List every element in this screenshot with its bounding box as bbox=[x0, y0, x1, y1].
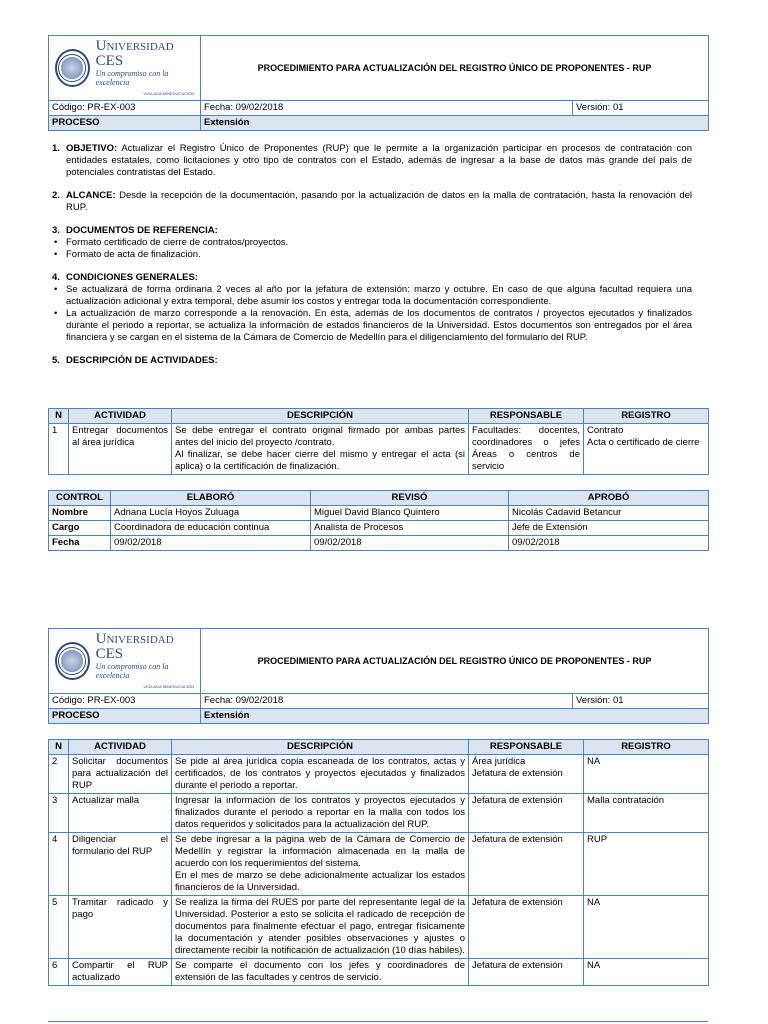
row-activity: Diligenciar el formulario del RUP bbox=[69, 833, 172, 896]
section-number: 1. bbox=[52, 143, 60, 154]
university-logo bbox=[55, 632, 194, 690]
section-documentos bbox=[52, 225, 692, 261]
column-header-actividad: ACTIVIDAD bbox=[69, 740, 172, 755]
activities-table-page-1 bbox=[48, 408, 708, 475]
row-number: 1 bbox=[49, 424, 69, 475]
section-label: CONDICIONES GENERALES: bbox=[66, 272, 198, 283]
process-label: PROCESO bbox=[49, 116, 201, 131]
table-row bbox=[49, 536, 709, 551]
control-table bbox=[48, 490, 709, 551]
column-header-responsable: RESPONSABLE bbox=[469, 409, 584, 424]
row-description: Se debe ingresar a la página web de la Cámara de Comercio de Medellín y registrar la información almacenada en la malla de acuerdo con los requerimientos del sistema. En el mes de marzo se debe adicionalmente actualizar los estados financieros de la Universidad. bbox=[172, 833, 469, 896]
activities-table bbox=[48, 408, 709, 475]
row-record: RUP bbox=[584, 833, 709, 896]
document-title: PROCEDIMIENTO PARA ACTUALIZACIÓN DEL REGISTRO ÚNICO DE PROPONENTES - RUP bbox=[201, 629, 709, 694]
row-number: 5 bbox=[49, 896, 69, 959]
university-seal-icon bbox=[55, 642, 90, 680]
table-row bbox=[49, 521, 709, 536]
logo-cell bbox=[49, 629, 201, 694]
row-activity: Solicitar documentos para actualización del RUP bbox=[69, 755, 172, 794]
process-value: Extensión bbox=[201, 116, 709, 131]
row-description: Ingresar la información de los contratos y proyectos ejecutados y finalizados durante el periodo a reportar en la malla con todos los datos requeridos y solicitados para la actualización del RUP. bbox=[172, 794, 469, 833]
column-header-aprobo: APROBÓ bbox=[509, 491, 709, 506]
aprobo-cargo: Jefe de Extensión bbox=[509, 521, 709, 536]
column-header-n: N bbox=[49, 409, 69, 424]
column-header-descripcion: DESCRIPCIÓN bbox=[172, 409, 469, 424]
page-divider bbox=[48, 1021, 708, 1022]
row-label: Nombre bbox=[49, 506, 111, 521]
row-activity: Actualizar malla bbox=[69, 794, 172, 833]
page-1-body bbox=[52, 143, 692, 378]
table-header-row bbox=[49, 409, 709, 424]
logo-cell bbox=[49, 36, 201, 101]
list-item-text: Formato de acta de finalización. bbox=[66, 249, 201, 260]
section-text: Actualizar el Registro Único de Proponentes (RUP) que le permite a la organización participar en procesos de contratación con entidades estatales, como licitaciones y otro tipo de contratos con el Estado, además de ingresar a la base de datos más grande del país de potenciales contratistas del Estado. bbox=[66, 143, 692, 178]
table-row bbox=[49, 506, 709, 521]
document-title: PROCEDIMIENTO PARA ACTUALIZACIÓN DEL REGISTRO ÚNICO DE PROPONENTES - RUP bbox=[201, 36, 709, 101]
university-name: Universidad CES bbox=[95, 631, 174, 662]
university-logo bbox=[55, 39, 194, 97]
table-row bbox=[49, 896, 709, 959]
column-header-responsable: RESPONSABLE bbox=[469, 740, 584, 755]
section-number: 5. bbox=[52, 355, 60, 366]
university-small-text: VIGILADA MINEDUCACIÓN bbox=[143, 91, 194, 96]
section-number: 2. bbox=[52, 190, 60, 201]
list-item-text: Se actualizará de forma ordinaria 2 veces al año por la jefatura de extensión: marzo y octubre. En caso de que alguna facultad requiera una actualización adicional y extra temporal, debe asumir los costos y entregar toda la documentación correspondiente. bbox=[66, 284, 692, 307]
document-version: Versión: 01 bbox=[573, 101, 709, 116]
section-label: OBJETIVO: bbox=[66, 143, 118, 154]
elaboro-fecha: 09/02/2018 bbox=[111, 536, 311, 551]
section-label: ALCANCE: bbox=[66, 190, 116, 201]
table-header-row bbox=[49, 740, 709, 755]
section-condiciones bbox=[52, 272, 692, 344]
column-header-reviso: REVISÓ bbox=[311, 491, 509, 506]
row-activity: Tramitar radicado y pago bbox=[69, 896, 172, 959]
row-description: Se realiza la firma del RUES por parte del representante legal de la Universidad. Posterior a esto se solicita el radicado de recepción de documentos para finalmente efectuar el pago, entregar físicamente la documentación y atender posibles observaciones y ajustes o directamente recibir la notificación de actualización (10 días hábiles). bbox=[172, 896, 469, 959]
university-seal-icon bbox=[55, 49, 90, 87]
university-small-text: VIGILADA MINEDUCACIÓN bbox=[143, 684, 194, 689]
column-header-actividad: ACTIVIDAD bbox=[69, 409, 172, 424]
document-code: Código: PR-EX-003 bbox=[49, 101, 201, 116]
reviso-fecha: 09/02/2018 bbox=[311, 536, 509, 551]
process-label: PROCESO bbox=[49, 709, 201, 724]
document-date: Fecha: 09/02/2018 bbox=[201, 101, 573, 116]
list-item bbox=[52, 237, 692, 249]
list-item bbox=[52, 308, 692, 344]
university-tagline: Un compromiso con la excelencia bbox=[95, 69, 169, 87]
column-header-n: N bbox=[49, 740, 69, 755]
row-responsible: Jefatura de extensión bbox=[469, 833, 584, 896]
row-number: 3 bbox=[49, 794, 69, 833]
row-record: NA bbox=[584, 755, 709, 794]
table-row bbox=[49, 794, 709, 833]
table-row bbox=[49, 959, 709, 986]
elaboro-nombre: Adriana Lucía Hoyos Zuluaga bbox=[111, 506, 311, 521]
bullet-icon: • bbox=[54, 237, 58, 248]
section-number: 4. bbox=[52, 272, 60, 283]
row-responsible: Jefatura de extensión bbox=[469, 896, 584, 959]
row-description: Se comparte el documento con los jefes y coordinadores de extensión de las facultades y centros de servicio. bbox=[172, 959, 469, 986]
activities-table-page-2 bbox=[48, 739, 708, 986]
bullet-icon: • bbox=[54, 284, 58, 295]
aprobo-nombre: Nicolás Cadavid Betancur bbox=[509, 506, 709, 521]
document-date: Fecha: 09/02/2018 bbox=[201, 694, 573, 709]
row-description: Se pide al área jurídica copia escaneada de los contratos, actas y certificados, de los contratos y proyectos ejecutados y finalizados durante el periodo a reportar. bbox=[172, 755, 469, 794]
row-number: 6 bbox=[49, 959, 69, 986]
list-item bbox=[52, 284, 692, 308]
header-table bbox=[48, 35, 709, 131]
university-tagline: Un compromiso con la excelencia bbox=[95, 662, 169, 680]
row-number: 4 bbox=[49, 833, 69, 896]
column-header-control: CONTROL bbox=[49, 491, 111, 506]
reviso-cargo: Analista de Procesos bbox=[311, 521, 509, 536]
column-header-registro: REGISTRO bbox=[584, 409, 709, 424]
page-2-header bbox=[48, 628, 708, 724]
bullet-icon: • bbox=[54, 249, 58, 260]
header-table bbox=[48, 628, 709, 724]
row-responsible: Jefatura de extensión bbox=[469, 794, 584, 833]
document-code: Código: PR-EX-003 bbox=[49, 694, 201, 709]
section-label: DESCRIPCIÓN DE ACTIVIDADES: bbox=[66, 355, 218, 366]
section-actividades bbox=[52, 355, 692, 367]
row-label: Fecha bbox=[49, 536, 111, 551]
section-number: 3. bbox=[52, 225, 60, 236]
process-value: Extensión bbox=[201, 709, 709, 724]
control-table-block bbox=[48, 490, 708, 551]
university-name: Universidad CES bbox=[95, 38, 174, 69]
row-record: Contrato Acta o certificado de cierre bbox=[584, 424, 709, 475]
list-item bbox=[52, 249, 692, 261]
column-header-registro: REGISTRO bbox=[584, 740, 709, 755]
section-label: DOCUMENTOS DE REFERENCIA: bbox=[66, 225, 218, 236]
activities-table bbox=[48, 739, 709, 986]
bullet-icon: • bbox=[54, 308, 58, 319]
page-1-header bbox=[48, 35, 708, 131]
list-item-text: La actualización de marzo corresponde a la renovación. En ésta, además de los documentos de contratos / proyectos ejecutados y finalizados durante el periodo a reportar, se actualiza la información de estados financieros de la Universidad. Estos documentos son entregados por el área financiera y se cargan en el sistema de la Cámara de Comercio de Medellín para el diligenciamiento del formulario del RUP. bbox=[66, 308, 692, 343]
table-row bbox=[49, 755, 709, 794]
row-activity: Compartir el RUP actualizado bbox=[69, 959, 172, 986]
section-objetivo bbox=[52, 143, 692, 179]
table-row bbox=[49, 833, 709, 896]
column-header-descripcion: DESCRIPCIÓN bbox=[172, 740, 469, 755]
column-header-elaboro: ELABORÓ bbox=[111, 491, 311, 506]
row-record: NA bbox=[584, 959, 709, 986]
row-number: 2 bbox=[49, 755, 69, 794]
row-record: NA bbox=[584, 896, 709, 959]
aprobo-fecha: 09/02/2018 bbox=[509, 536, 709, 551]
row-label: Cargo bbox=[49, 521, 111, 536]
row-responsible: Área jurídica Jefatura de extensión bbox=[469, 755, 584, 794]
section-alcance bbox=[52, 190, 692, 214]
document-version: Versión: 01 bbox=[573, 694, 709, 709]
row-responsible: Facultades: docentes, coordinadores o jefes Áreas o centros de servicio bbox=[469, 424, 584, 475]
row-description: Se debe entregar el contrato original firmado por ambas partes antes del inicio del proyecto /contrato. Al finalizar, se debe hacer cierre del mismo y entregar el acta (si aplica) o la certificación de finalización. bbox=[172, 424, 469, 475]
row-record: Malla contratación bbox=[584, 794, 709, 833]
section-text: Desde la recepción de la documentación, pasando por la actualización de datos en la malla de contratación, hasta la renovación del RUP. bbox=[66, 190, 692, 213]
table-row bbox=[49, 424, 709, 475]
elaboro-cargo: Coordinadora de educación continua bbox=[111, 521, 311, 536]
row-responsible: Jefatura de extensión bbox=[469, 959, 584, 986]
reviso-nombre: Miguel David Blanco Quintero bbox=[311, 506, 509, 521]
table-header-row bbox=[49, 491, 709, 506]
row-activity: Entregar documentos al área jurídica bbox=[69, 424, 172, 475]
list-item-text: Formato certificado de cierre de contratos/proyectos. bbox=[66, 237, 289, 248]
